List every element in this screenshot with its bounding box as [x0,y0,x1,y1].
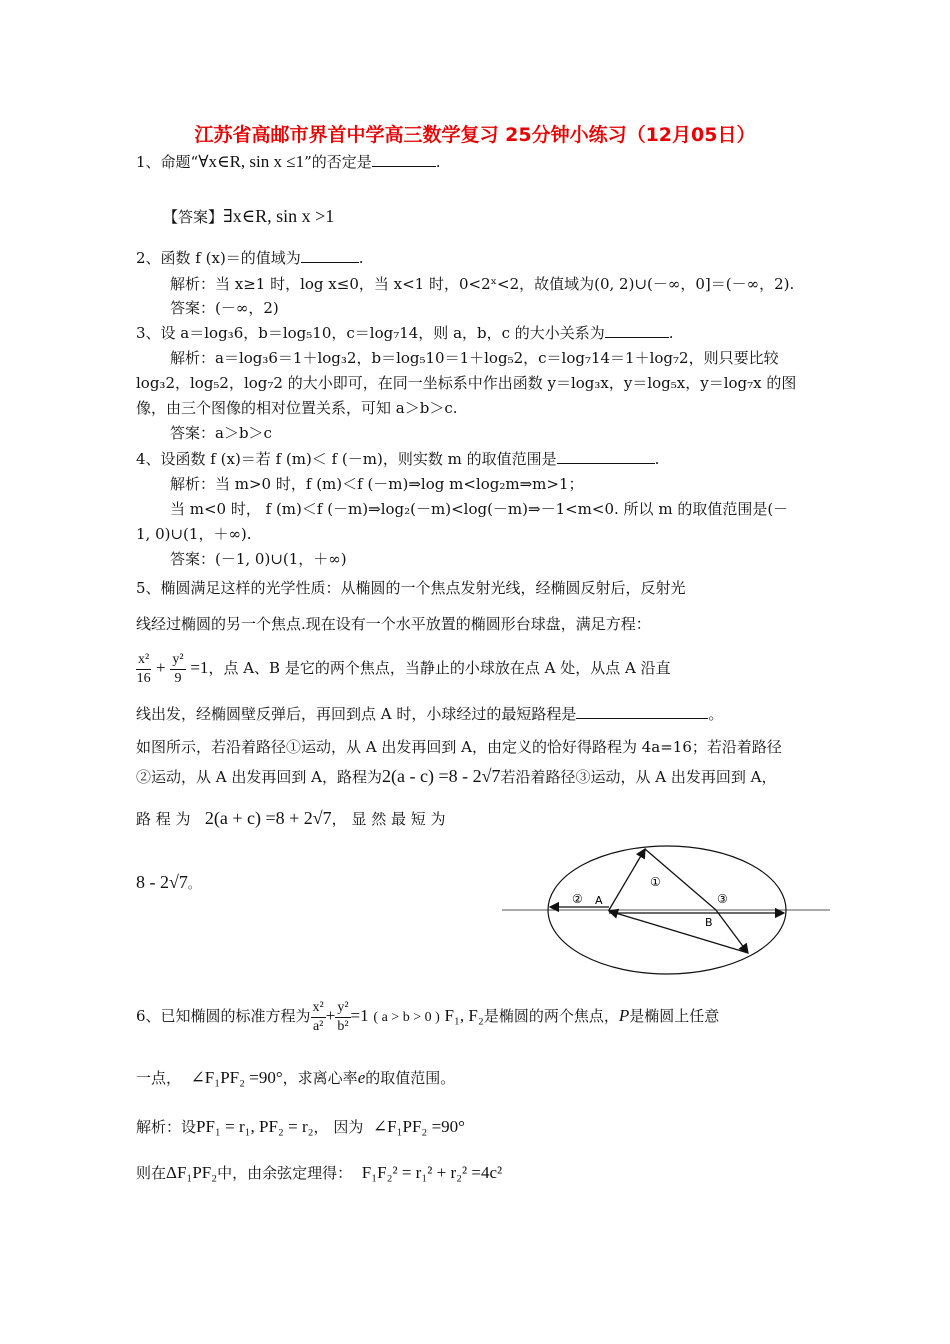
label-focus-b: B [705,916,713,929]
q6-line-4: 则在ΔF₁PF₂中，由余弦定理得： F₁F₂² = r₁² + r₂² =4c² [136,1163,503,1182]
q5-line-6: ②运动，从 A 出发再回到 A，路程为2(a - c) =8 - 2√7若沿着路径③运动，从 A 出发再回到 A， [136,766,777,786]
label-path-1: ① [650,875,661,889]
q1-blank [372,152,436,167]
q1-answer: 【答案】∃x∈R, sin x >1 [163,206,335,226]
q3-analysis-3: 像，由三个图像的相对位置关系，可知 a＞b＞c. [136,399,458,417]
path1-segment-a [609,849,645,910]
q5-line-3: $\frac{\text{x²}}{16}$ + $\frac{\text{y²}}{9}$ =1，点 A、B 是它的两个焦点，当静止的小球放在点 A 处，从点 A 沿直 [136,651,671,686]
q5-frac-y: $\frac{\text{y²}}{9}$ [172,651,184,686]
q1-answer-formula: ∃x∈R, sin x >1 [223,206,335,226]
q5-line-8: 8 - 2√7。 [136,872,200,892]
q4-question: 4、设函数 f (x)＝若 f (m)＜ f (－m)，则实数 m 的取值范围是 . [136,450,660,468]
page-title: 江苏省高邮市界首中学高三数学复习 25分钟小练习（12月05日） [194,124,756,146]
q5-line-5: 如图所示，若沿着路径①运动，从 A 出发再回到 A，由定义的恰好得路程为 4a=16；若沿着路径 [136,738,782,756]
ellipse-diagram [500,840,835,980]
q5-line-1: 5、椭圆满足这样的光学性质：从椭圆的一个焦点发射光线，经椭圆反射后，反射光 [136,579,686,597]
q1-formula: ∀x∈R, sin x ≤1 [198,152,305,171]
q6-line-3: 解析：设PF₁ = r₁, PF₂ = r₂， 因为 ∠F₁PF₂ =90° [136,1117,465,1136]
q3-question: 3、设 a＝log₃6，b＝log₅10，c＝log₇14，则 a，b，c 的大小关系为 . [136,324,674,342]
q3-answer: 答案：a＞b＞c [170,424,272,442]
q6-line-1: 6、已知椭圆的标准方程为 $\frac{\text{x²}}{\text{a²}}$ + $\frac{\text{y²}}{\text{b²}}$ =1 ( a > b > 0 ) F₁, F₂是椭圆的两个焦点，P是椭圆上任意 [136,999,720,1034]
q1-question: 1、命题“∀x∈R, sin x ≤1”的否定是 . [136,152,441,171]
q5-line-4: 线出发，经椭圆壁反弹后，再回到点 A 时，小球经过的最短路程是 。 [136,705,724,723]
q4-analysis-2: 当 m<0 时， f (m)＜f (－m)⇒log₂(－m)<log(－m)⇒－1<m<0. 所以 m 的取值范围是(－ [170,500,789,518]
q4-answer: 答案：(－1, 0)∪(1，＋∞) [170,550,347,568]
q6-line-2: 一点， ∠F₁PF₂ =90°，求离心率e的取值范围。 [136,1068,456,1087]
label-focus-a: A [595,894,603,907]
q2-analysis: 解析：当 x≥1 时，log x≤0，当 x<1 时，0<2ˣ<2，故值域为(0, 2)∪(－∞，0]＝(－∞，2). [170,275,795,293]
q5-path3-formula: 2(a + c) =8 + 2√7 [204,808,332,828]
q5-frac-x: $\frac{\text{x²}}{16}$ [136,651,151,686]
label-path-3: ③ [717,892,728,906]
path1-segment-c [716,910,748,953]
path1-segment-d [609,911,748,953]
q5-line-7: 路 程 为 2(a + c) =8 + 2√7， 显 然 最 短 为 [136,808,446,828]
q4-analysis-1: 解析：当 m>0 时，f (m)＜f (－m)⇒log m<log₂m⇒m>1； [170,475,584,493]
q5-shortest: 8 - 2√7 [136,872,188,892]
q5-path2-formula: 2(a - c) =8 - 2√7 [381,766,501,786]
q5-line-2: 线经过椭圆的另一个焦点.现在设有一个水平放置的椭圆形台球盘，满足方程： [136,615,651,633]
label-path-2: ② [572,892,583,906]
q2-question: 2、函数 f (x)＝的值域为 . [136,249,364,267]
q3-analysis-1: 解析：a＝log₃6＝1＋log₃2，b＝log₅10＝1＋log₅2，c＝log₇14＝1＋log₇2，则只要比较 [170,349,779,367]
q2-answer: 答案：(－∞，2) [170,299,279,317]
q4-analysis-3: 1, 0)∪(1，＋∞). [136,525,252,543]
q3-analysis-2: log₃2，log₅2，log₇2 的大小即可，在同一坐标系中作出函数 y＝log₃x，y＝log₅x，y＝log₇x 的图 [136,374,797,392]
